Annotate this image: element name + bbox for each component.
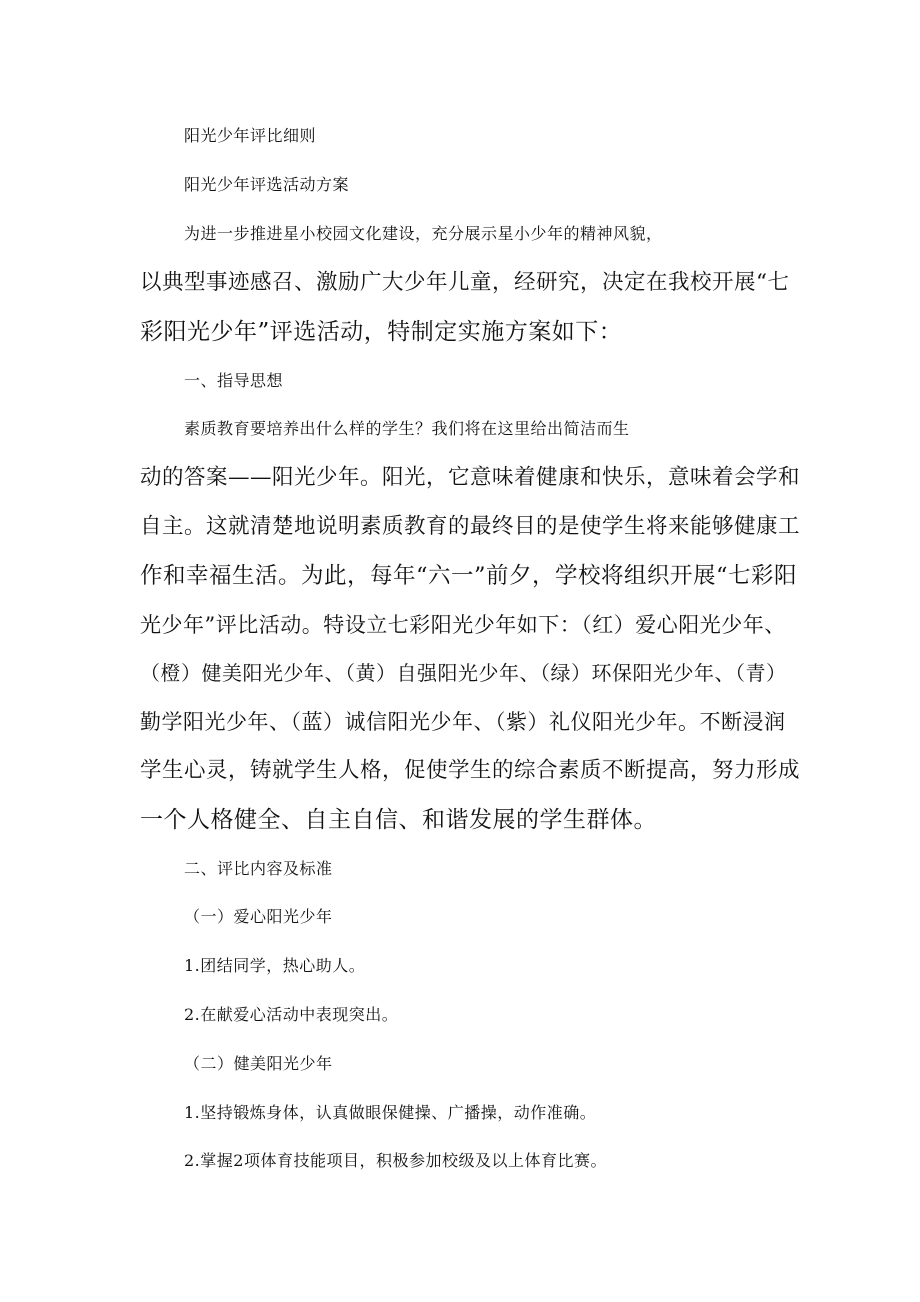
plan-title: 阳光少年评选活动方案 — [184, 175, 350, 194]
ideology-paragraph-line: （橙）健美阳光少年、（黄）自强阳光少年、（绿）环保阳光少年、（青） — [140, 661, 787, 685]
criteria-item: 2.掌握2项体育技能项目，积极参加校级及以上体育比赛。 — [184, 1151, 607, 1170]
section-heading-criteria: 二、评比内容及标准 — [184, 859, 333, 878]
ideology-paragraph-line: 一个人格健全、自主自信、和谐发展的学生群体。 — [140, 807, 657, 833]
ideology-paragraph-line: 动的答案——阳光少年。阳光，它意味着健康和快乐，意味着会学和 — [140, 465, 801, 490]
subsection-heading-healthy: （二）健美阳光少年 — [184, 1054, 333, 1073]
criteria-item: 2.在献爱心活动中表现突出。 — [184, 1005, 399, 1024]
ideology-paragraph-line: 素质教育要培养出什么样的学生？我们将在这里给出简洁而生 — [184, 419, 630, 438]
intro-paragraph-line: 为进一步推进星小校园文化建设，充分展示星小少年的精神风貌， — [184, 224, 663, 243]
ideology-paragraph-line: 学生心灵，铸就学生人格，促使学生的综合素质不断提高，努力形成 — [140, 758, 801, 783]
criteria-item: 1.坚持锻炼身体，认真做眼保健操、广播操，动作准确。 — [184, 1103, 597, 1122]
intro-paragraph-line: 以典型事迹感召、激励广大少年儿童，经研究，决定在我校开展“七 — [140, 270, 790, 295]
ideology-paragraph-line: 勤学阳光少年、（蓝）诚信阳光少年、（紫）礼仪阳光少年。不断浸润 — [140, 710, 786, 734]
criteria-item: 1.团结同学，热心助人。 — [184, 956, 366, 975]
section-heading-guiding-ideology: 一、指导思想 — [184, 371, 284, 390]
ideology-paragraph-line: 光少年”评比活动。特设立七彩阳光少年如下：（红）爱心阳光少年、 — [140, 613, 786, 637]
document-title: 阳光少年评比细则 — [184, 126, 317, 145]
ideology-paragraph-line: 作和幸福生活。为此，每年“六一”前夕，学校将组织开展“七彩阳 — [140, 563, 798, 589]
intro-paragraph-line: 彩阳光少年”评选活动，特制定实施方案如下： — [140, 319, 623, 345]
ideology-paragraph-line: 自主。这就清楚地说明素质教育的最终目的是使学生将来能够健康工 — [140, 514, 801, 539]
subsection-heading-caring: （一）爱心阳光少年 — [184, 907, 333, 926]
